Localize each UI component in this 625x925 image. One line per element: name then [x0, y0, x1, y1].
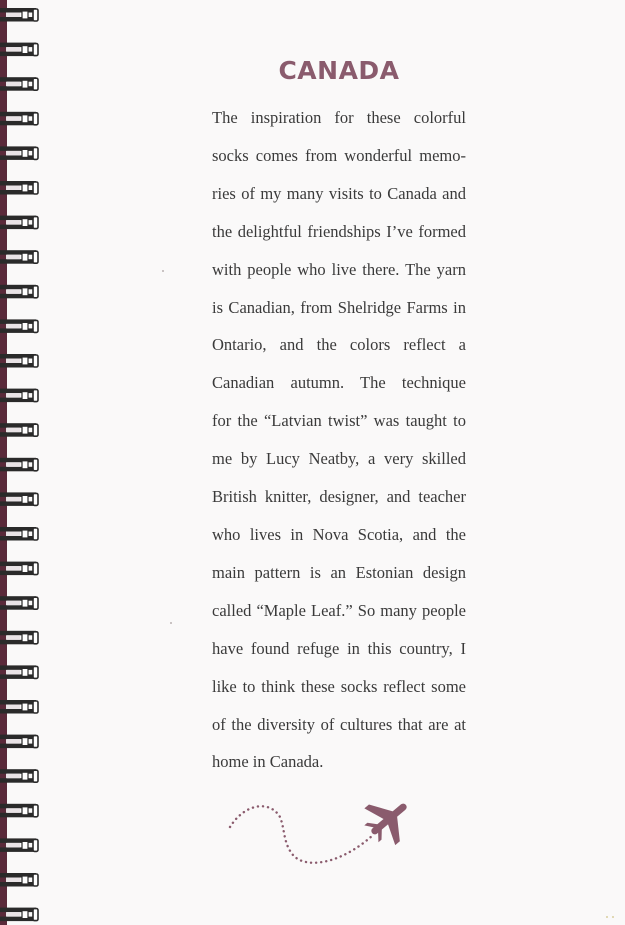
text-line: socks comes from wonderful memo- [212, 145, 466, 165]
text-line: with people who live there. The yarn [212, 259, 466, 279]
text-line: Canadian autumn. The technique [212, 373, 466, 393]
paper-speck [612, 916, 614, 918]
text-line: The inspiration for these colorful [212, 108, 466, 127]
dotted-flight-path-icon [230, 806, 373, 863]
text-line: who lives in Nova Scotia, and the [212, 524, 466, 544]
text-line: called “Maple Leaf.” So many people [212, 600, 466, 620]
text-line: ries of my many visits to Canada and [212, 183, 466, 203]
text-line: British knitter, designer, and teacher [212, 487, 466, 507]
paper-speck [162, 270, 164, 272]
paper-speck [606, 916, 608, 918]
text-line: is Canadian, from Shelridge Farms in [212, 297, 466, 317]
text-line: like to think these socks reflect some [212, 676, 466, 696]
text-line: of the diversity of cultures that are at [212, 714, 466, 734]
airplane-icon [356, 795, 420, 852]
page-title: CANADA [278, 56, 400, 85]
text-line: main pattern is an Estonian design [212, 562, 466, 582]
spiral-binding-icon [0, 0, 44, 925]
text-line: have found refuge in this country, I [212, 638, 466, 658]
text-line: me by Lucy Neatby, a very skilled [212, 449, 466, 469]
text-line: the delightful friendships I’ve formed [212, 221, 466, 241]
text-line: home in Canada. [212, 752, 324, 772]
text-line: Ontario, and the colors reflect a [212, 335, 466, 355]
body-paragraph [212, 99, 466, 781]
text-line: for the “Latvian twist” was taught to [212, 411, 466, 431]
paper-speck [170, 622, 172, 624]
airplane-decoration [225, 795, 420, 870]
